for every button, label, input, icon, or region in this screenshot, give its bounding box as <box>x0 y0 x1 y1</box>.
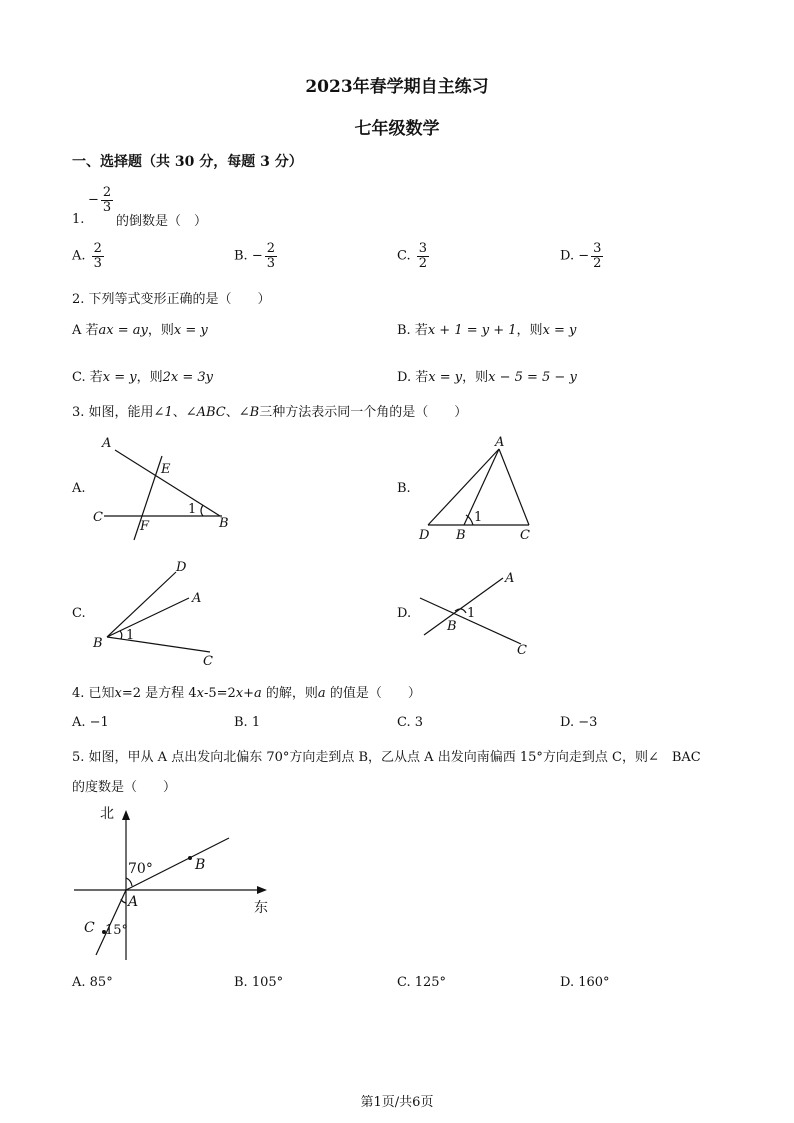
q5-option-b: B. 105° <box>234 975 284 990</box>
q2-option-d-text1: 若 <box>415 370 429 385</box>
q1-option-b-sign: − <box>251 248 263 264</box>
fig-d-label-a: A <box>505 571 515 586</box>
fig-a-label-1: 1 <box>188 502 197 517</box>
q1-option-c-label: C. <box>397 248 411 264</box>
q1-option-c-den: 2 <box>418 255 428 271</box>
q4-stem-part2: =2 是方程 4 <box>121 686 197 701</box>
fig-b-angle-arc <box>466 515 473 525</box>
q4-math-x1: x <box>114 686 122 701</box>
fig-b-label-b: B <box>456 528 466 543</box>
fig-a-label-e: E <box>161 462 171 477</box>
q5-label-east: 东 <box>254 900 268 916</box>
q5-east-arrow-icon <box>257 886 267 894</box>
q2-option-a-math1: ax = ay <box>98 323 148 338</box>
q4-option-b: B. 1 <box>234 715 261 730</box>
q4-stem-part4: + <box>243 686 255 701</box>
fig-d-line-ba <box>424 578 503 635</box>
q5-option-d: D. 160° <box>560 975 610 990</box>
page-footer: 第1页/共6页 <box>360 1095 434 1110</box>
q4-option-a: A. −1 <box>72 715 109 730</box>
q2-option-c-math1: x = y <box>102 370 137 385</box>
q3-option-a-label: A. <box>72 481 86 496</box>
fig-a-label-c: C <box>93 510 103 525</box>
q2-option-b-text1: 若 <box>414 323 428 338</box>
fig-b-label-a: A <box>495 435 505 450</box>
q5-option-c: C. 125° <box>397 975 447 990</box>
q2-option-c-text2: ，则 <box>136 370 163 385</box>
q3-option-c-label: C. <box>72 606 86 621</box>
fig-c-label-c: C <box>203 654 213 669</box>
q2-option-a-text2: ，则 <box>147 323 174 338</box>
q4-option-c: C. 3 <box>397 715 424 730</box>
fig-c-line-bc <box>107 637 210 652</box>
section-heading: 一、选择题（共 30 分，每题 3 分） <box>72 154 303 170</box>
q5-angle-15-arc <box>121 899 126 903</box>
q1-frac-den: 3 <box>102 199 112 215</box>
q2-stem: 2. 下列等式变形正确的是（ ） <box>72 292 271 307</box>
q1-frac-num: 2 <box>102 185 112 200</box>
q5-north-arrow-icon <box>122 810 130 820</box>
q1-option-b-label: B. <box>234 248 248 264</box>
q3-option-d-label: D. <box>397 606 412 621</box>
q1-option-a-label: A. <box>72 248 86 264</box>
q3-sep2: 、 <box>225 405 239 420</box>
q1-number: 1. <box>72 212 85 227</box>
q2-option-c-text1: 若 <box>89 370 103 385</box>
q2-option-d-math2: x − 5 = 5 − y <box>488 370 577 385</box>
q1-option-d-num: 3 <box>593 241 602 256</box>
fig-c-label-b: B <box>93 636 103 651</box>
page-subtitle: 七年级数学 <box>354 119 440 139</box>
q3-option-b-label: B. <box>397 481 411 496</box>
q1-minus-sign: − <box>88 192 99 208</box>
q4-stem-part1: 4. 已知 <box>72 686 115 701</box>
q4-stem-part3: -5=2 <box>203 686 236 701</box>
fig-a-label-b: B <box>219 516 229 531</box>
q1-option-d-sign: − <box>578 248 590 264</box>
q1-option-b-num: 2 <box>266 241 276 256</box>
fig-c-angle-arc <box>120 631 122 639</box>
q4-math-x2: x <box>196 686 204 701</box>
q3-stem-part2: 三种方法表示同一个角的是（ ） <box>259 405 468 420</box>
fig-d-label-c: C <box>517 643 527 658</box>
q1-option-a-den: 3 <box>93 255 102 271</box>
q2-option-a-math2: x = y <box>173 323 208 338</box>
fig-c-label-d: D <box>176 560 187 575</box>
q2-option-a-text1: 若 <box>85 323 99 338</box>
q1-option-a-num: 2 <box>93 241 102 256</box>
q1-option-b-den: 3 <box>266 255 276 271</box>
q3-math-angle-b: ∠B <box>238 405 260 420</box>
q5-option-a: A. 85° <box>72 975 113 990</box>
fig-b-label-1: 1 <box>474 510 483 525</box>
fig-a-line-ab <box>115 450 220 516</box>
fig-c-line-ba <box>107 598 189 637</box>
q4-stem <box>72 682 421 701</box>
q2-option-a-label: A <box>72 323 82 338</box>
q2-option-b-text2: ，则 <box>516 323 543 338</box>
q5-stem-line1: 5. 如图，甲从 A 点出发向北偏东 70°方向走到点 B，乙从点 A 出发向南偏西 15°方向走到点 C，则∠ BAC <box>72 750 701 765</box>
q5-angle-70-arc <box>126 878 132 886</box>
q5-label-c: C <box>84 920 95 936</box>
fig-b-line-da <box>428 449 499 525</box>
fig-a-label-a: A <box>102 436 112 451</box>
page-title: 2023年春学期自主练习 <box>305 77 489 97</box>
q2-option-b-label: B. <box>397 323 411 338</box>
fig-c-label-a: A <box>192 591 202 606</box>
q2-option-d-label: D. <box>397 370 412 385</box>
fig-a-label-f: F <box>140 519 150 534</box>
q2-option-d-math1: x = y <box>428 370 463 385</box>
q2-option-c-label: C. <box>72 370 86 385</box>
q4-math-x3: x <box>235 686 244 701</box>
q5-stem-line2: 的度数是（ ） <box>72 780 177 795</box>
fig-c-label-1: 1 <box>126 628 135 643</box>
q5-label-a: A <box>128 894 139 910</box>
fig-d-line-bc <box>420 598 521 644</box>
fig-a-angle-arc <box>201 505 203 516</box>
fig-b-label-c: C <box>520 528 530 543</box>
q1-option-d-den: 2 <box>593 255 602 271</box>
q1-stem: 的倒数是（ ） <box>116 214 208 229</box>
q3-math-angle-abc: ∠ABC <box>185 405 226 420</box>
fig-b-label-d: D <box>419 528 430 543</box>
q2-option-d-text2: ，则 <box>462 370 489 385</box>
q5-label-70deg: 70° <box>128 861 153 877</box>
q5-label-b: B <box>195 857 206 873</box>
fig-c-line-bd <box>107 572 176 637</box>
q3-math-angle1: ∠1 <box>153 405 173 420</box>
fig-b-line-ac <box>499 449 529 525</box>
q4-math-a1: a <box>254 686 262 701</box>
fig-d-label-1: 1 <box>467 606 476 621</box>
q1-option-d-label: D. <box>560 248 575 264</box>
q2-option-b-math2: x = y <box>542 323 577 338</box>
q4-stem-part5: 的解，则 <box>261 686 318 701</box>
q4-option-d: D. −3 <box>560 715 598 730</box>
q5-label-15deg: 15° <box>105 923 129 938</box>
q4-stem-part6: 的值是（ ） <box>325 686 421 701</box>
q5-figure <box>74 814 262 960</box>
q5-label-north: 北 <box>100 806 114 822</box>
q3-figure-c <box>107 572 210 652</box>
q3-sep1: 、 <box>172 405 186 420</box>
fig-d-label-b: B <box>447 619 457 634</box>
q1-option-c-num: 3 <box>418 241 428 256</box>
q2-option-c-math2: 2x = 3y <box>162 370 214 385</box>
q5-point-b-dot <box>188 856 192 860</box>
q3-stem-part1: 3. 如图，能用 <box>72 405 154 420</box>
q4-math-a2: a <box>317 686 326 701</box>
q2-option-b-math1: x + 1 = y + 1 <box>427 323 517 338</box>
